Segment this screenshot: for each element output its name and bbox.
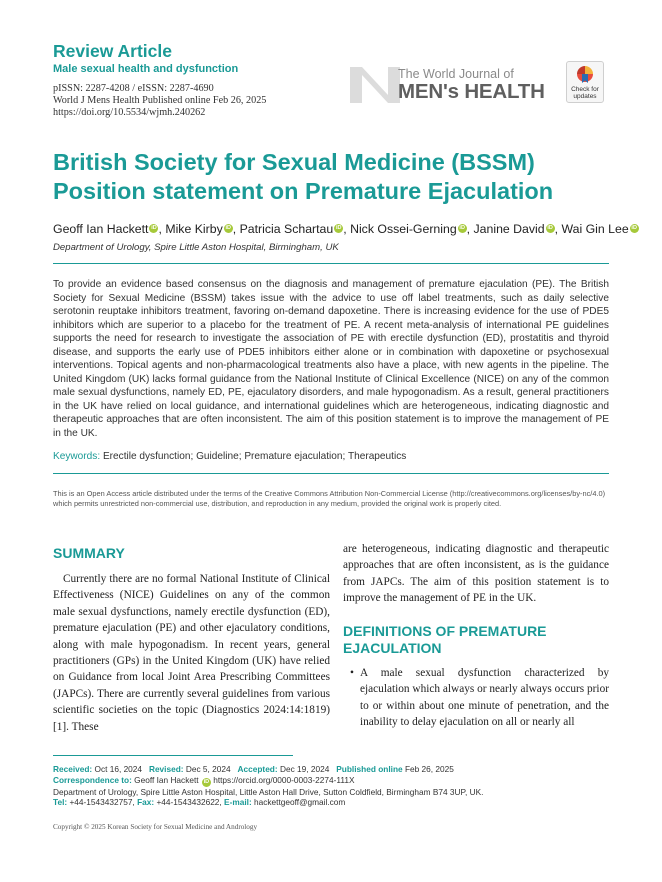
affiliation: Department of Urology, Spire Little Aston Hospital, Birmingham, UK: [53, 242, 339, 253]
abstract: To provide an evidence based consensus on the diagnosis and management of premature ejaculation (PE). The British Society for Sexual Medicine (BSSM) takes issue with the advice to use off label treatments, such as daily selective serotonin reuptake inhibitors treatment, favoring on-demand dapoxetine. There is increasing evidence for the use of PDE5 inhibitors which are superior to a placebo for the treatment of PE. A recent meta-analysis of international PE guidelines supports the need for research to investigate the association of PE with erectile dysfunction (ED), prostatitis and thyroid disease, and supports the early use of PDE5 inhibitors either alone or in combination with dapoxetine or psychosexual interventions. Topical agents and non-pharmacological treatments also have a place, with new agents in the pipeline. The United Kingdom (UK) lacks formal guidance from the National Institute of Clinical Excellence (NICE) on any of the common male sexual dysfunctions, namely ED, PE, ejaculatory disorders, and male hypogonadism. As a result, general practitioners in the UK have relied on local guidance, and international guidelines which are heterogeneous, indicating diagnostic and therapeutic approaches that are often inconsistent. The aim of this position statement is to improve the management of PE in the UK.: [53, 279, 609, 439]
issn: pISSN: 2287-4208 / eISSN: 2287-4690: [53, 83, 214, 94]
revised-date: Dec 5, 2024: [185, 764, 231, 774]
revised-label: Revised:: [148, 764, 184, 774]
correspondence-label: Correspondence to:: [53, 774, 132, 785]
fax-number: +44-1543432622,: [156, 797, 222, 808]
doi-link[interactable]: https://doi.org/10.5534/wjmh.240262: [53, 107, 206, 118]
copyright: Copyright © 2025 Korean Society for Sexual Medicine and Andrology: [53, 823, 258, 831]
journal-logo: [348, 59, 560, 107]
summary-paragraph-continued: are heterogeneous, indicating diagnostic and therapeutic approaches that are often inconsistent, as is the guidance from JAPCs. The aim of this position statement is to improve the management of PE in the UK.: [343, 543, 609, 605]
orcid-icon[interactable]: iD: [631, 225, 637, 231]
published-label: Published online: [336, 764, 403, 774]
divider: [53, 263, 609, 264]
contact-details: [53, 797, 613, 808]
history-dates: [53, 764, 613, 775]
orcid-icon[interactable]: iD: [335, 225, 342, 231]
definitions-heading: DEFINITIONS OF PREMATURE EJACULATION: [343, 623, 547, 656]
article-title: British Society for Sexual Medicine (BSSM) Position statement on Premature Ejaculation: [53, 149, 554, 204]
author-name: Mike Kirby: [165, 222, 223, 236]
keywords-text: Erectile dysfunction; Guideline; Premature ejaculation; Therapeutics: [102, 451, 407, 462]
accepted-date: Dec 19, 2024: [279, 764, 330, 774]
summary-heading: SUMMARY: [53, 545, 125, 561]
accepted-label: Accepted:: [237, 764, 278, 774]
correspondence-address: Department of Urology, Spire Little Aston Hospital, Little Aston Hall Drive, Sutton Coldfield, Birmingham B74 3UP, UK.: [53, 786, 484, 797]
email-label: E-mail:: [224, 797, 252, 808]
email-link[interactable]: hackettgeoff@gmail.com: [254, 797, 346, 808]
keywords: [53, 451, 406, 462]
divider: [53, 755, 293, 756]
correspondence: [53, 775, 613, 787]
definition-list-item: [343, 665, 609, 731]
author-name: Patricia Schartau: [239, 222, 334, 236]
author-name: Janine David: [473, 222, 545, 236]
fax-label: Fax:: [137, 797, 155, 808]
orcid-icon[interactable]: iD: [225, 225, 231, 231]
check-for-updates-badge[interactable]: [566, 61, 604, 103]
correspondence-name: Geoff Ian Hackett: [134, 774, 199, 785]
orcid-icon[interactable]: iD: [203, 778, 210, 785]
author-name: Wai Gin Lee: [561, 222, 629, 236]
bullet-icon: •: [350, 667, 354, 679]
divider: [53, 473, 609, 474]
article-type: Review Article: [53, 41, 172, 61]
received-date: Oct 16, 2024: [94, 764, 143, 774]
author-name: Geoff Ian Hackett: [53, 222, 149, 236]
published-date: Feb 26, 2025: [404, 764, 454, 774]
orcid-icon[interactable]: iD: [547, 225, 553, 231]
received-label: Received:: [53, 764, 93, 774]
orcid-icon[interactable]: iD: [459, 225, 465, 231]
definition-text: A male sexual dysfunction characterized by ejaculation which always or nearly always occurs prior to or within about one minute of penetration, and the inability to delay ejaculation on all or nearly all: [360, 667, 609, 729]
tel-label: Tel:: [53, 797, 68, 808]
author-name: Nick Ossei-Gerning: [350, 222, 457, 236]
orcid-link[interactable]: https://orcid.org/0000-0003-2274-111X: [213, 774, 355, 785]
section-label: Male sexual health and dysfunction: [53, 63, 239, 75]
license-notice: This is an Open Access article distributed under the terms of the Creative Commons Attribution Non-Commercial License (http://creativecommons.org/licenses/by-nc/4.0) which permits unrestricted non-commercial use, distribution, and reproduction in any medium, provided the original work is properly cited.: [53, 489, 606, 508]
published-line: World J Mens Health Published online Feb 26, 2025: [53, 95, 267, 106]
article-footer: [53, 764, 613, 808]
tel-number: +44-1543432757,: [69, 797, 135, 808]
orcid-icon[interactable]: iD: [151, 225, 157, 231]
check-for-updates-icon: [576, 65, 594, 85]
check-for-updates-label: Check for updates: [571, 86, 599, 100]
journal-logo-line1: The World Journal of: [398, 67, 514, 81]
summary-paragraph: Currently there are no formal National Institute of Clinical Effectiveness (NICE) Guidelines on any of the common male sexual dysfunctions, namely erectile dysfunction (ED), premature ejaculation (PE) and other ejaculatory conditions, along with male hypogonadism. In recent years, general practitioners (GPs) in the United Kingdom (UK) have relied on Guidance from local Joint Area Prescribing Committees (JAPCs). There are currently several guidelines from various scientific societies on the topic (Diagnostics 2024:14:1819) [1]. These: [53, 573, 330, 733]
keywords-label: Keywords:: [53, 451, 101, 462]
journal-logo-line2: MEN's HEALTH: [398, 80, 545, 103]
author-list: Geoff Ian Hackett iD , Mike Kirby iD , Patricia Schartau iD , Nick Ossei-Gerning iD , Janine David iD , Wai Gin Lee iD: [53, 222, 637, 236]
